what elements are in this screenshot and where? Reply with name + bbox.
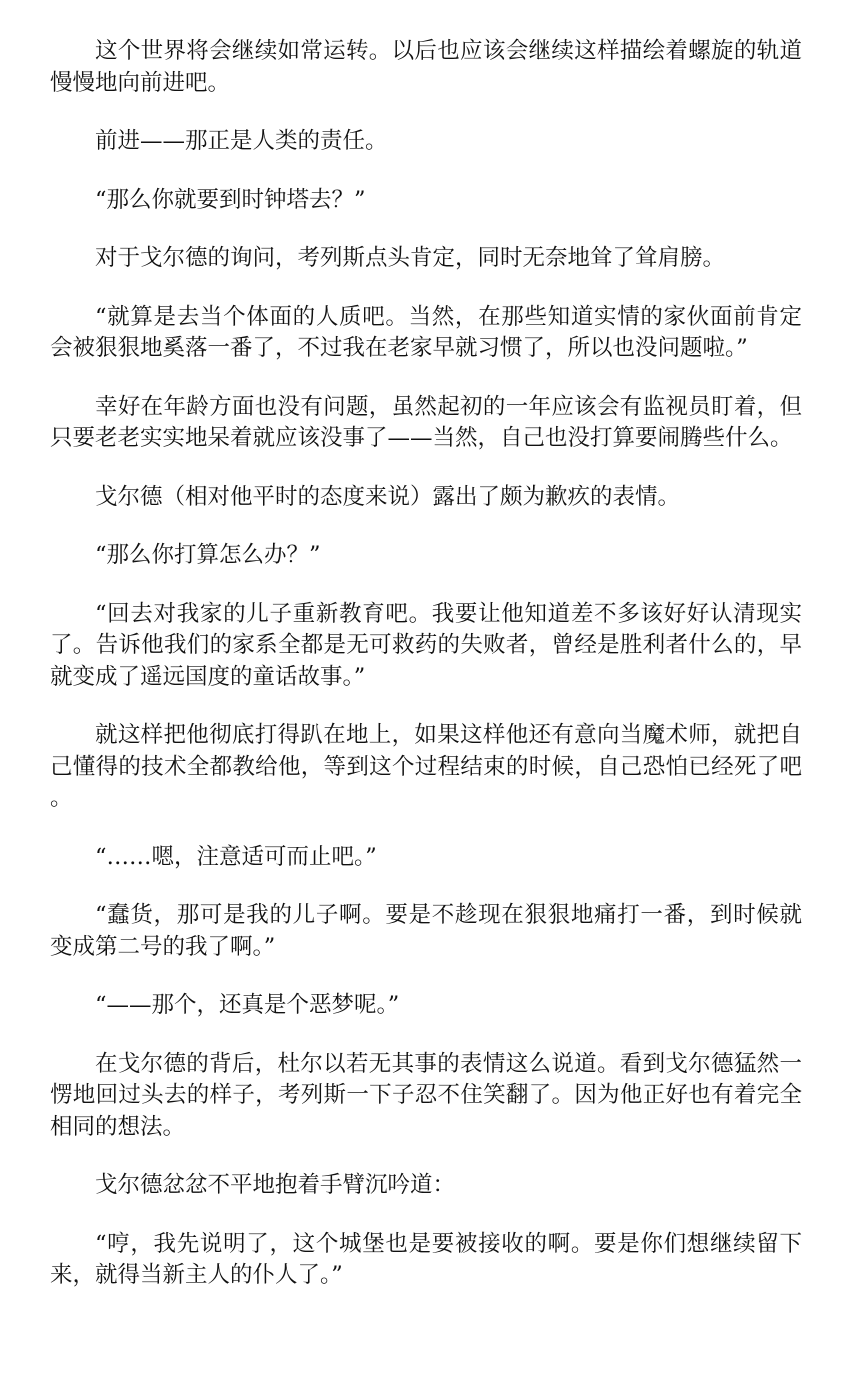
paragraph: 戈尔德（相对他平时的态度来说）露出了颇为歉疚的表情。 <box>95 483 681 510</box>
paragraph: “——那个，还真是个恶梦呢。” <box>95 992 400 1018</box>
paragraph: “那么你打算怎么办？” <box>95 542 321 568</box>
paragraph: “……嗯，注意适可而止吧。” <box>95 843 377 870</box>
paragraph: 这个世界将会继续如常运转。以后也应该会继续这样描绘着螺旋的轨道慢慢地向前进吧。 <box>50 38 802 96</box>
paragraph: “回去对我家的儿子重新教育吧。我要让他知道差不多该好好认清现实了。告诉他我们的家系全都是无可救药的失败者，曾经是胜利者什么的，早就变成了遥远国度的童话故事。” <box>50 600 802 690</box>
paragraph: 对于戈尔德的询问，考列斯点头肯定，同时无奈地耸了耸肩膀。 <box>95 245 726 271</box>
paragraph: 前进——那正是人类的责任。 <box>95 128 388 154</box>
paragraph: “就算是去当个体面的人质吧。当然，在那些知道实情的家伙面前肯定会被狠狠地奚落一番了，不过我在老家早就习惯了，所以也没问题啦。” <box>50 303 802 361</box>
paragraph: 幸好在年龄方面也没有问题，虽然起初的一年应该会有监视员盯着，但只要老老实实地呆着就应该没事了——当然，自己也没打算要闹腾些什么。 <box>50 393 802 451</box>
paragraph: “蠢货，那可是我的儿子啊。要是不趁现在狠狠地痛打一番，到时候就变成第二号的我了啊。” <box>50 902 802 960</box>
paragraph: 在戈尔德的背后，杜尔以若无其事的表情这么说道。看到戈尔德猛然一愣地回过头去的样子，考列斯一下子忍不住笑翻了。因为他正好也有着完全相同的想法。 <box>50 1050 802 1140</box>
paragraph: “那么你就要到时钟塔去？” <box>95 186 366 213</box>
paragraph: 戈尔德忿忿不平地抱着手臂沉吟道： <box>95 1172 456 1198</box>
paragraph: “哼，我先说明了，这个城堡也是要被接收的啊。要是你们想继续留下来，就得当新主人的仆人了。” <box>50 1230 802 1288</box>
paragraph: 就这样把他彻底打得趴在地上，如果这样他还有意向当魔术师，就把自己懂得的技术全都教给他，等到这个过程结束的时候，自己恐怕已经死了吧。 <box>50 722 802 811</box>
